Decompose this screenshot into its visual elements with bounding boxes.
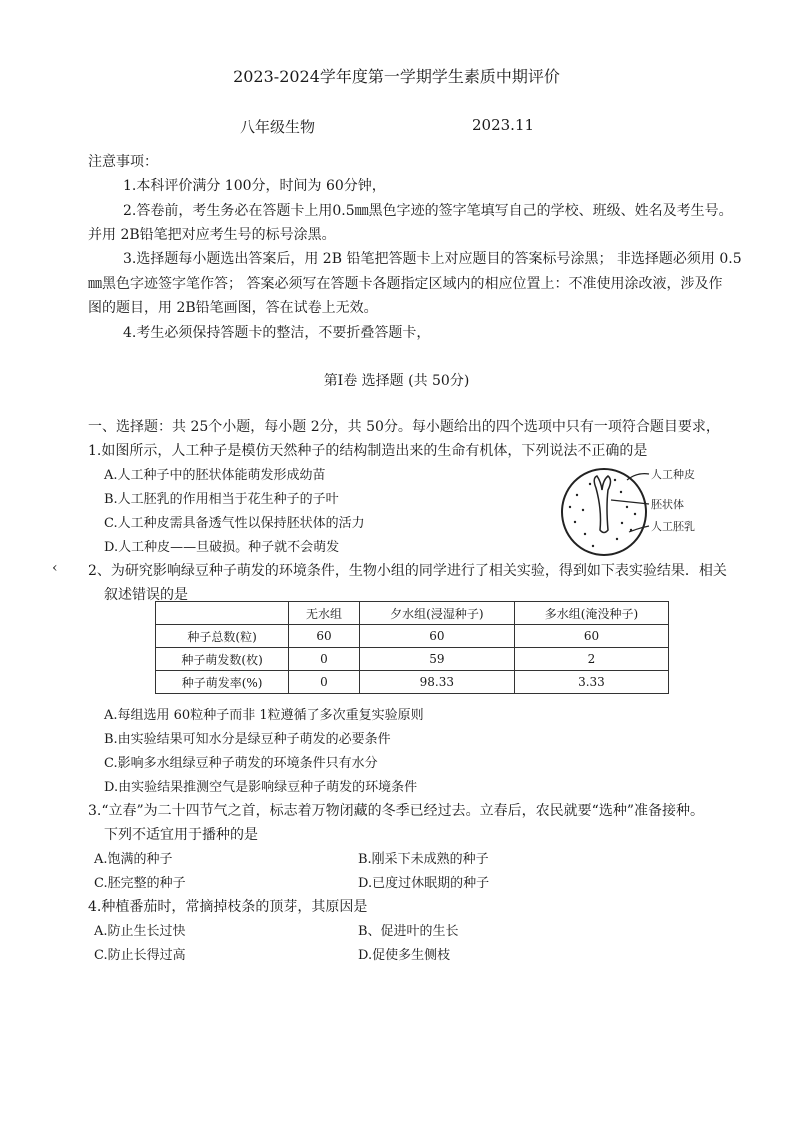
table-header-cell: 无水组 — [289, 602, 360, 625]
notice-item-3-line-3: 图的题目，用 2B铅笔画图，答在试卷上无效。 — [88, 300, 378, 316]
q4-stem: 4.种植番茄时，常摘掉枝条的顶芽，其原因是 — [88, 899, 368, 915]
table-cell: 种子萌发数(枚) — [156, 648, 289, 671]
label-embryoid: 胚状体 — [651, 498, 684, 511]
label-artificial-coat: 人工种皮 — [651, 468, 695, 481]
table-cell: 2 — [514, 648, 668, 671]
section-title: 第Ⅰ卷 选择题 (共 50分) — [323, 373, 470, 389]
table-header-row — [156, 602, 669, 625]
q2-stem-line-1: 2、为研究影响绿豆种子萌发的环境条件，生物小组的同学进行了相关实验，得到如下表实验结果．相关 — [88, 563, 727, 579]
section-intro: 一、选择题：共 25个小题，每小题 2分，共 50分。每小题给出的四个选项中只有一项符合题目要求， — [88, 419, 720, 435]
exam-title: 2023-2024学年度第一学期学生素质中期评价 — [233, 67, 560, 86]
table-cell: 60 — [514, 625, 668, 648]
table-header-cell — [156, 602, 289, 625]
notice-item-3-line-2: ㎜黑色字迹签字笔作答； 答案必须写在答题卡各题指定区域内的相应位置上：不准使用涂改液，涉及作 — [88, 276, 723, 292]
table-row — [156, 648, 669, 671]
table-cell: 59 — [359, 648, 514, 671]
q4-option-c: C.防止长得过高 — [94, 948, 186, 963]
q3-option-c: C.胚完整的种子 — [94, 876, 186, 891]
table-cell: 0 — [289, 648, 360, 671]
q2-option-d: D.由实验结果推测空气是影响绿豆种子萌发的环境条件 — [104, 780, 418, 795]
q1-option-b: B.人工胚乳的作用相当于花生种子的子叶 — [104, 492, 339, 507]
artificial-seed-figure — [555, 462, 700, 562]
q3-option-b: B.刚采下未成熟的种子 — [358, 852, 489, 867]
q4-option-b: B、促进叶的生长 — [358, 924, 459, 939]
table-row — [156, 625, 669, 648]
embryoid-shape — [594, 476, 610, 533]
q1-option-a: A.人工种子中的胚状体能萌发形成幼苗 — [104, 468, 326, 483]
q3-stem-line-1: 3.“立春”为二十四节气之首，标志着万物闭藏的冬季已经过去。立春后，农民就要“选种”准备接种。 — [88, 803, 704, 819]
notice-item-3-line-1: 3.选择题每小题选出答案后，用 2B 铅笔把答题卡上对应题目的答案标号涂黑； 非选择题必须用 0.5 — [123, 251, 742, 267]
table-cell: 0 — [289, 671, 360, 694]
table-cell: 种子萌发率(%) — [156, 671, 289, 694]
q2-option-b: B.由实验结果可知水分是绿豆种子萌发的必要条件 — [104, 732, 391, 747]
notice-heading: 注意事项： — [88, 154, 158, 170]
notice-item-1: 1.本科评价满分 100分，时间为 60分钟， — [123, 178, 386, 194]
margin-mark: ‹ — [52, 560, 58, 576]
table-header-cell: 夕水组(浸湿种子) — [359, 602, 514, 625]
table-header-cell: 多水组(淹没种子) — [514, 602, 668, 625]
table-cell: 60 — [289, 625, 360, 648]
q4-option-a: A.防止生长过快 — [94, 924, 186, 939]
table-cell: 3.33 — [514, 671, 668, 694]
germination-table — [155, 601, 669, 694]
table-cell: 种子总数(粒) — [156, 625, 289, 648]
label-artificial-endosperm: 人工胚乳 — [651, 520, 695, 533]
notice-item-4: 4.考生必须保持答题卡的整洁，不要折叠答题卡， — [123, 325, 431, 341]
table-row — [156, 671, 669, 694]
q3-option-d: D.已度过休眠期的种子 — [358, 876, 490, 891]
notice-item-2-line-2: 并用 2B铅笔把对应考生号的标号涂黑。 — [88, 227, 336, 243]
q1-option-d: D.人工种皮——旦破损。种子就不会萌发 — [104, 540, 340, 555]
subject-label: 八年级生物 — [240, 118, 316, 136]
q1-option-c: C.人工种皮需具备透气性以保持胚状体的活力 — [104, 516, 365, 531]
q3-stem-line-2: 下列不适宜用于播种的是 — [104, 827, 258, 843]
exam-date: 2023.11 — [472, 116, 535, 134]
q2-option-c: C.影响多水组绿豆种子萌发的环境条件只有水分 — [104, 756, 378, 771]
q2-stem-line-2: 叙述错误的是 — [104, 587, 188, 603]
q4-option-d: D.促使多生侧枝 — [358, 948, 451, 963]
notice-item-2-line-1: 2.答卷前，考生务必在答题卡上用0.5㎜黑色字迹的签字笔填写自己的学校、班级、姓名及考生号。 — [123, 203, 733, 219]
table-cell: 98.33 — [359, 671, 514, 694]
q2-option-a: A.每组选用 60粒种子而非 1粒遵循了多次重复实验原则 — [104, 708, 424, 723]
table-cell: 60 — [359, 625, 514, 648]
q3-option-a: A.饱满的种子 — [94, 852, 173, 867]
q1-stem: 1.如图所示，人工种子是模仿天然种子的结构制造出来的生命有机体，下列说法不正确的是 — [88, 443, 648, 459]
